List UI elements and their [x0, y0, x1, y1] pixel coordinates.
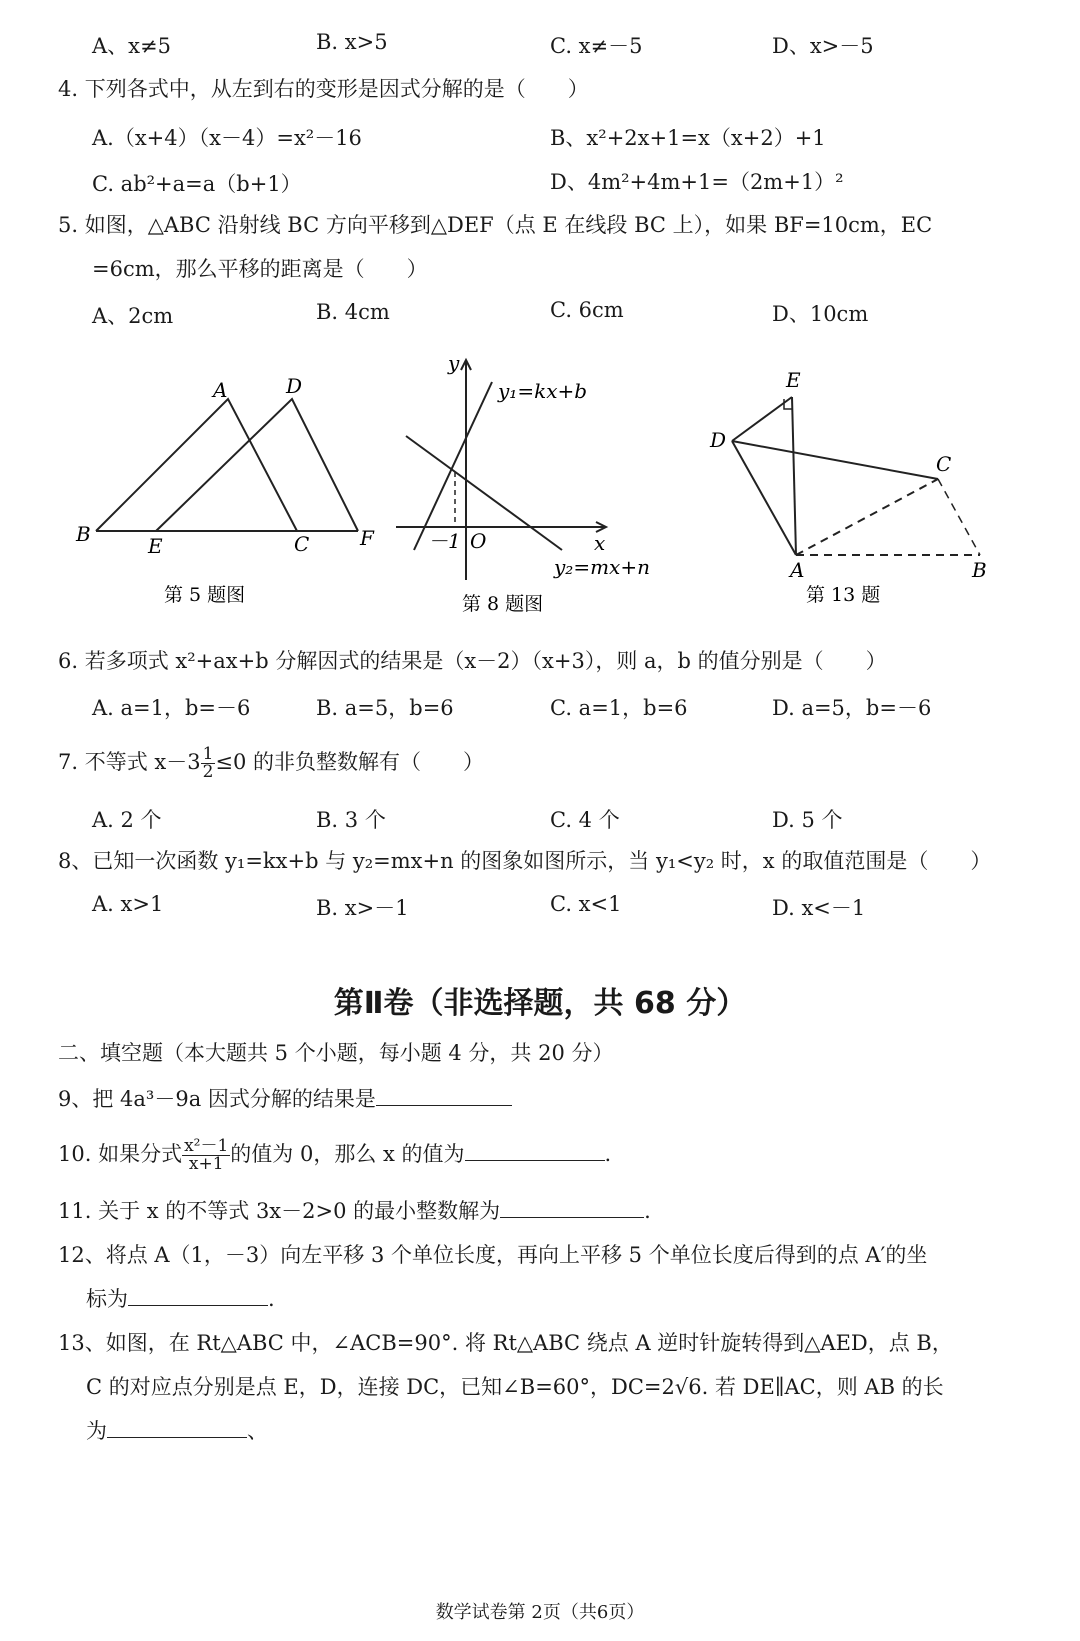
q13-line3: 为 、 — [86, 1419, 268, 1443]
q3-option-d: D、x>－5 — [772, 34, 874, 58]
triangle-def — [156, 399, 358, 531]
q3-option-b: B. x>5 — [316, 30, 388, 54]
label-b13: B — [972, 558, 987, 582]
q8-stem: 8、已知一次函数 y₁=kx+b 与 y₂=mx+n 的图象如图所示，当 y₁<y₂ 时，x 的取值范围是（ ） — [58, 849, 992, 873]
figure-13-caption: 第 13 题 — [806, 584, 881, 606]
figure-13-rotation — [696, 365, 996, 627]
q4-option-d: D、4m²+4m+1=（2m+1）² — [550, 170, 844, 194]
origin-label: O — [470, 529, 487, 553]
q12-line2: 标为 . — [86, 1287, 275, 1311]
q4-option-b: B、x²+2x+1=x（x+2）+1 — [550, 126, 826, 150]
q7-frac-num: 1 — [202, 744, 214, 764]
q6-stem: 6. 若多项式 x²+ax+b 分解因式的结果是（x－2）（x+3），则 a，b 的值分别是（ ） — [58, 649, 887, 673]
q9-text: 9、把 4a³－9a 因式分解的结果是 — [58, 1087, 376, 1111]
segment-dc — [732, 441, 938, 479]
q7-stem-before: 7. 不等式 x－3 — [58, 750, 201, 774]
q8-option-c: C. x<1 — [550, 892, 622, 916]
line-y1 — [414, 382, 492, 550]
q6-option-a: A. a=1，b=－6 — [92, 696, 251, 720]
figure-5-translation-triangles — [60, 355, 400, 625]
q7-option-d: D. 5 个 — [772, 808, 843, 832]
q10-after: 的值为 0，那么 x 的值为 — [230, 1142, 465, 1166]
q12-answer-blank[interactable] — [128, 1287, 268, 1306]
q7-fraction — [201, 746, 216, 781]
q5-option-b: B. 4cm — [316, 300, 390, 324]
line-y1-label: y₁=kx+b — [498, 379, 588, 403]
segment-bc — [938, 479, 980, 555]
y-axis-label: y — [448, 352, 460, 375]
q4-stem: 4. 下列各式中，从左到右的变形是因式分解的是（ ） — [58, 77, 589, 101]
label-e: E — [148, 534, 163, 558]
q10-frac-den: x+1 — [188, 1154, 224, 1174]
line-y2-label: y₂=mx+n — [554, 555, 650, 579]
q6-option-b: B. a=5，b=6 — [316, 696, 454, 720]
q5-option-d: D、10cm — [772, 302, 869, 326]
q6-option-c: C. a=1，b=6 — [550, 696, 688, 720]
figure-5-caption: 第 5 题图 — [164, 584, 246, 606]
label-a: A — [213, 378, 228, 402]
q5-option-c: C. 6cm — [550, 298, 624, 322]
figure-8-linear-functions — [392, 352, 682, 627]
label-f: F — [360, 526, 374, 550]
q11: 11. 关于 x 的不等式 3x－2>0 的最小整数解为 . — [58, 1199, 651, 1223]
label-c: C — [294, 532, 310, 556]
label-b: B — [76, 522, 91, 546]
q4-option-c: C. ab²+a=a（b+1） — [92, 172, 302, 196]
q10-before: 10. 如果分式 — [58, 1142, 183, 1166]
q7-stem — [58, 746, 484, 781]
q8-option-a: A. x>1 — [92, 892, 164, 916]
q12-line1: 12、将点 A（1，－3）向左平移 3 个单位长度，再向上平移 5 个单位长度后得到的点 A′的坐 — [58, 1243, 928, 1267]
q10-answer-blank[interactable] — [465, 1142, 605, 1161]
q9-answer-blank[interactable] — [376, 1087, 512, 1106]
q5-stem-line2: =6cm，那么平移的距离是（ ） — [92, 257, 428, 281]
q7-frac-den: 2 — [202, 762, 214, 782]
q9 — [58, 1086, 512, 1112]
q13-line1: 13、如图，在 Rt△ABC 中，∠ACB=90°. 将 Rt△ABC 绕点 A 逆时针旋转得到△AED，点 B， — [58, 1331, 953, 1355]
q13-line3-text: 为 — [86, 1419, 107, 1443]
figure-8-caption: 第 8 题图 — [462, 593, 544, 615]
minus-one-label: －1 — [428, 529, 461, 553]
q8-option-b: B. x>－1 — [316, 896, 409, 920]
x-axis-label: x — [594, 531, 606, 555]
q7-option-c: C. 4 个 — [550, 808, 620, 832]
segment-da — [732, 441, 796, 555]
q5-option-a: A、2cm — [92, 304, 174, 328]
q7-option-b: B. 3 个 — [316, 808, 386, 832]
q11-answer-blank[interactable] — [500, 1199, 644, 1218]
label-a13: A — [790, 558, 805, 582]
q12-line2-text: 标为 — [86, 1287, 128, 1311]
q5-stem-line1: 5. 如图，△ABC 沿射线 BC 方向平移到△DEF（点 E 在线段 BC 上），如果 BF=10cm，EC — [58, 213, 933, 237]
label-d: D — [286, 374, 303, 398]
q4-option-a: A.（x+4）（x－4）=x²－16 — [92, 126, 362, 150]
page-footer: 数学试卷第 2页（共6页） — [435, 1602, 645, 1623]
segment-ed — [732, 397, 792, 441]
q10: 10. 如果分式 $\frac{\text{x²－1}}{x+1}$ 的值为 0，那么 x 的值为 . — [58, 1136, 612, 1174]
q6-option-d: D. a=5，b=－6 — [772, 696, 932, 720]
segment-ea — [792, 397, 796, 555]
label-c13: C — [936, 452, 952, 476]
q7-stem-after: ≤0 的非负整数解有（ ） — [215, 750, 485, 774]
q7-option-a: A. 2 个 — [92, 808, 162, 832]
label-e13: E — [786, 368, 801, 392]
q13-answer-blank[interactable] — [107, 1419, 247, 1438]
fill-in-header: 二、填空题（本大题共 5 个小题，每小题 4 分，共 20 分） — [58, 1041, 614, 1065]
part-2-title: 第Ⅱ卷（非选择题，共 68 分） — [333, 986, 747, 1021]
q10-fraction — [182, 1138, 230, 1173]
q10-frac-num: x²－1 — [184, 1136, 229, 1156]
segment-ac — [796, 479, 938, 555]
q13-line2: C 的对应点分别是点 E，D，连接 DC，已知∠B=60°，DC=2√6. 若 DE∥AC，则 AB 的长 — [86, 1375, 944, 1399]
q3-option-c: C. x≠－5 — [550, 34, 643, 58]
q11-text: 11. 关于 x 的不等式 3x－2>0 的最小整数解为 — [58, 1199, 501, 1223]
label-d13: D — [710, 428, 727, 452]
q3-option-a: A、x≠5 — [92, 34, 171, 58]
q8-option-d: D. x<－1 — [772, 896, 866, 920]
triangle-abc — [96, 399, 297, 531]
